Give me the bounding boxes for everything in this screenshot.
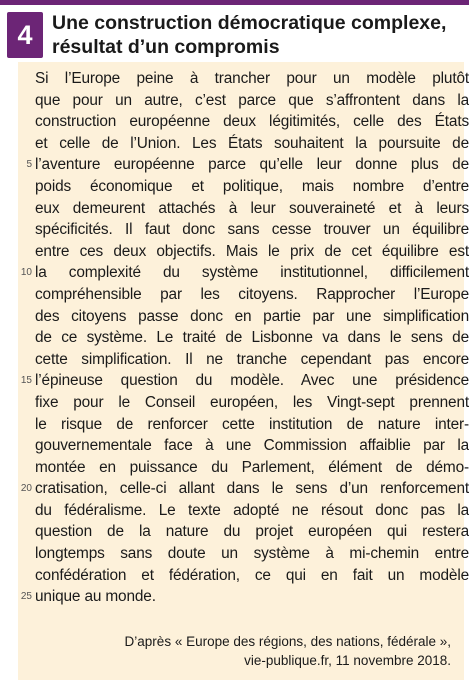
text-line: construction européenne deux légitimités, celle des États [35,113,469,131]
text-line: cette simplification. Il ne tranche cependant pas encore [35,350,469,368]
text-line: unique au monde. [35,588,156,606]
text-line: Si l’Europe peine à trancher pour un modèle plutôt [35,70,469,87]
line-number-20: 20 [20,483,32,494]
text-line: entre ces deux objectifs. Mais le prix de cet équilibre est [35,242,469,260]
line-number-5: 5 [26,159,32,170]
source-line-1: D’après « Europe des régions, des nations, fédérale », [124,634,451,649]
text-line: de ce système. Le traité de Lisbonne va dans le sens de [35,329,469,347]
document-number-badge: 4 [7,12,43,58]
text-line: gouvernementale face à une Commission affaiblie par la [35,437,469,455]
text-line: poids économique et politique, mais nombre d’entre [35,177,469,195]
text-line: le risque de renforcer cette institution de nature inter- [35,415,469,433]
text-line: montée en puissance du Parlement, élément de démo- [35,458,469,476]
line-number-15: 15 [20,375,32,386]
title-line-2: résultat d’un compromis [52,36,280,58]
title-line-1: Une construction démocratique complexe, [52,12,447,34]
text-line: que pour un autre, c’est parce que s’affrontent dans la [35,91,469,109]
document-header [0,5,469,62]
text-line: des citoyens passe donc en partie par une simplification [35,307,469,325]
document-title [52,11,462,59]
text-line: question de la nature du projet européen qui restera [35,523,469,541]
text-line: fixe pour le Conseil européen, les Vingt-sept prennent [35,393,469,411]
source-citation [11,632,451,670]
text-line: eux demeurent attachés à leur souveraineté et à leurs [35,199,469,217]
text-line: du fédéralisme. Le texte adopté ne résout donc pas la [35,501,469,519]
text-line: compréhensible par les citoyens. Rapprocher l’Europe [35,285,469,303]
text-line: la complexité du système institutionnel, difficilement [35,264,469,282]
text-line: confédération et fédération, ce qui en fait un modèle [35,566,469,584]
text-line: et celle de l’Union. Les États souhaitent la poursuite de [35,134,469,152]
text-line: spécificités. Il faut donc sans cesse trouver un équilibre [35,221,469,239]
text-line: l’épineuse question du modèle. Avec une présidence [35,372,469,390]
line-number-25: 25 [20,591,32,602]
source-line-2: vie-publique.fr, 11 novembre 2018. [244,653,451,668]
text-line: longtemps sans doute un système à mi-chemin entre [35,545,469,563]
document-body [35,68,469,608]
text-line: cratisation, celle-ci allant dans le sens d’un renforcement [35,480,469,498]
text-line: l’aventure européenne parce qu’elle leur donne plus de [35,156,469,174]
line-number-10: 10 [20,267,32,278]
